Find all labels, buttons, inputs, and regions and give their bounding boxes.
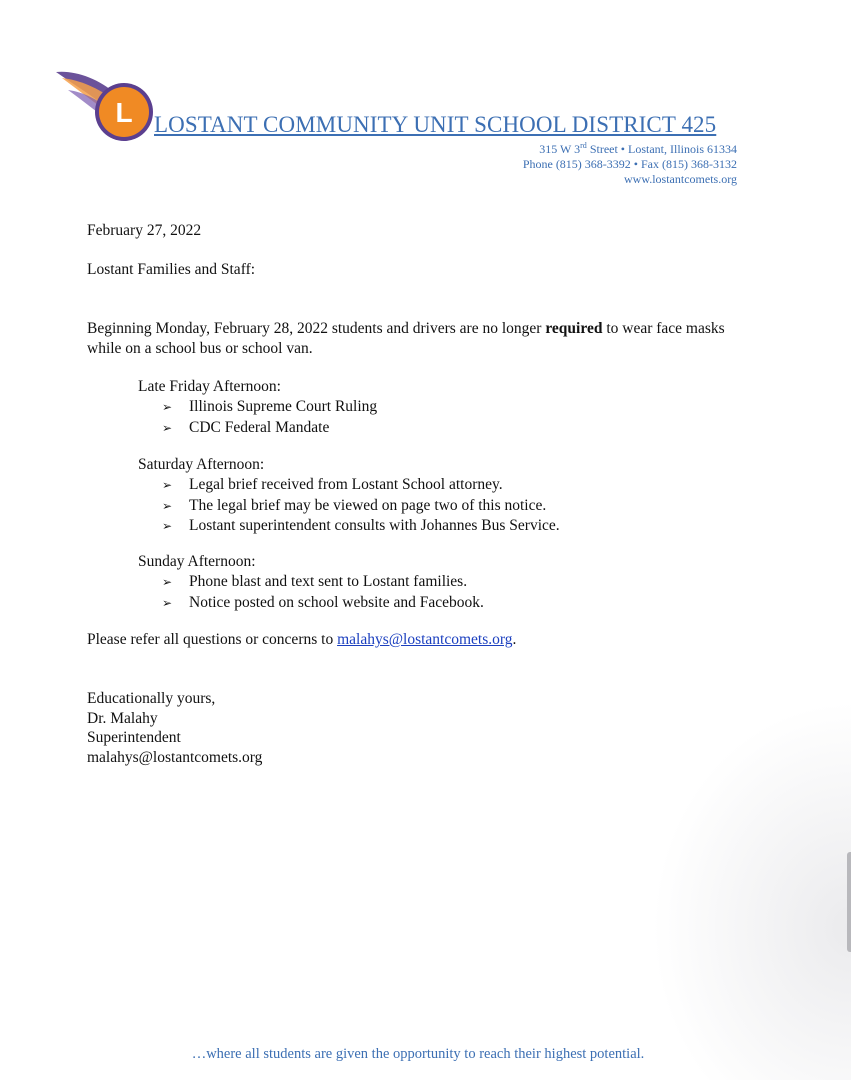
arrow-bullet-icon: ➢: [162, 400, 173, 414]
list-item: ➢ Phone blast and text sent to Lostant families.: [162, 572, 484, 593]
address-line: 315 W 3rd Street • Lostant, Illinois 61334: [539, 141, 737, 156]
salutation: Lostant Families and Staff:: [87, 261, 256, 278]
list-item: ➢ Lostant superintendent consults with Johannes Bus Service.: [162, 516, 560, 537]
bullet-list-sunday: [162, 572, 484, 613]
arrow-bullet-icon: ➢: [162, 420, 173, 435]
signer-title: Superintendent: [87, 729, 181, 746]
website-line: www.lostantcomets.org: [624, 172, 737, 186]
questions-line: Please refer all questions or concerns to malahys@lostantcomets.org.: [87, 631, 517, 648]
arrow-bullet-icon: ➢: [162, 575, 173, 589]
list-item: ➢ Notice posted on school website and Facebook.: [162, 593, 484, 614]
arrow-bullet-icon: ➢: [162, 478, 173, 492]
district-name[interactable]: LOSTANT COMMUNITY UNIT SCHOOL DISTRICT 425: [154, 112, 717, 137]
signer-name: Dr. Malahy: [87, 709, 158, 727]
signer-email: malahys@lostantcomets.org: [87, 748, 263, 766]
section-title-saturday: Saturday Afternoon:: [138, 456, 265, 473]
footer-tagline: …where all students are given the opportunity to reach their highest potential.: [191, 1046, 645, 1062]
scroll-indicator[interactable]: [847, 852, 851, 952]
list-item: ➢ Illinois Supreme Court Ruling: [162, 397, 377, 418]
list-item: ➢ CDC Federal Mandate: [162, 418, 377, 439]
contact-email-link[interactable]: malahys@lostantcomets.org: [337, 631, 513, 648]
arrow-bullet-icon: ➢: [162, 519, 173, 533]
signature-block: [87, 689, 262, 767]
list-item: ➢ The legal brief may be viewed on page two of this notice.: [162, 496, 560, 517]
closing: Educationally yours,: [87, 690, 216, 707]
contact-block: [523, 138, 737, 187]
intro-paragraph: Beginning Monday, February 28, 2022 students and drivers are no longer required to wear face masks while on a school bus or school van.: [87, 320, 725, 357]
arrow-bullet-icon: ➢: [162, 595, 173, 610]
comet-logo: [54, 68, 154, 144]
section-title-sunday: Sunday Afternoon:: [138, 553, 256, 570]
logo-letter: L: [115, 97, 133, 128]
bullet-list-saturday: [162, 475, 560, 537]
list-item: ➢ Legal brief received from Lostant School attorney.: [162, 475, 560, 496]
bullet-list-friday: [162, 397, 377, 438]
page-shadow: [651, 700, 851, 1080]
letter-date: February 27, 2022: [87, 222, 202, 239]
arrow-bullet-icon: ➢: [162, 498, 173, 513]
phone-fax-line: Phone (815) 368-3392 • Fax (815) 368-3132: [522, 157, 737, 171]
section-title-friday: Late Friday Afternoon:: [138, 378, 281, 395]
